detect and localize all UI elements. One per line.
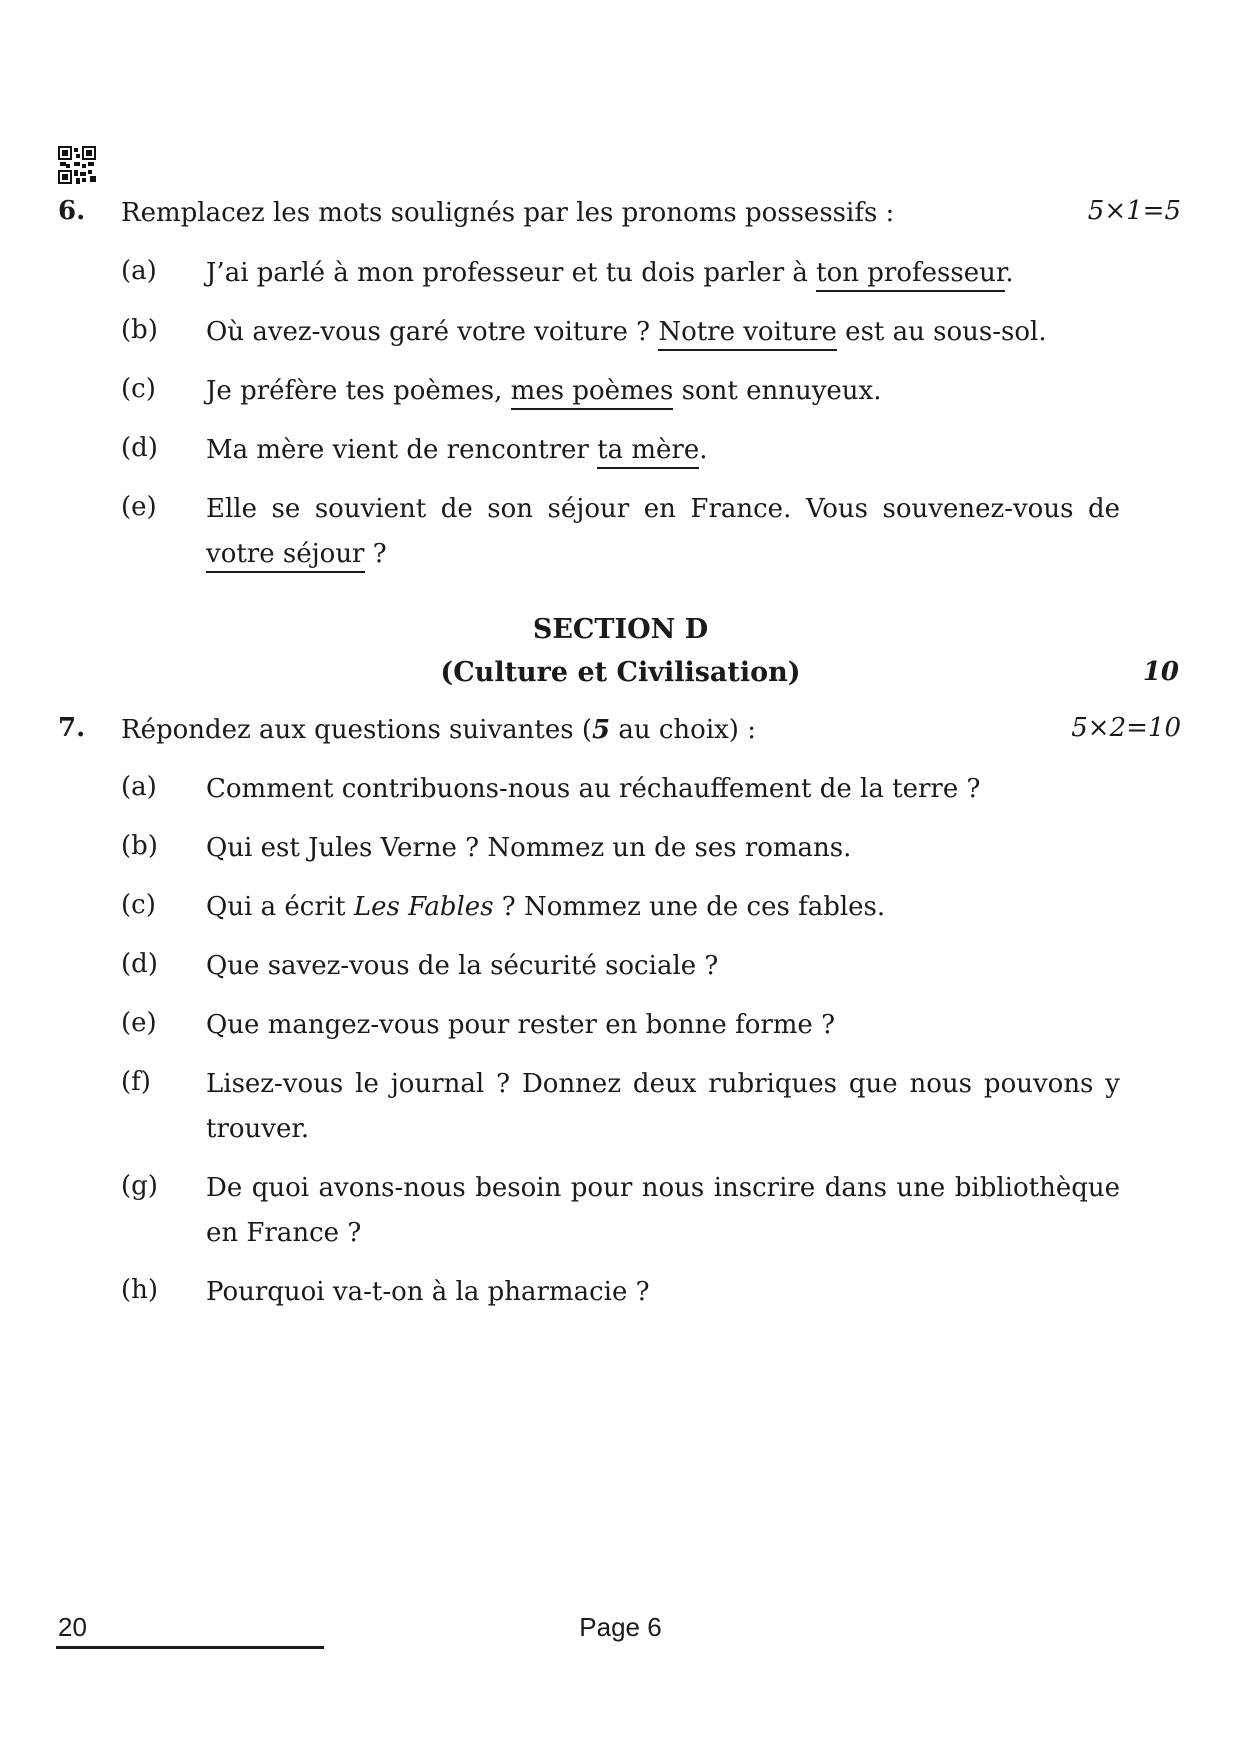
q7-item-e: Que mangez-vous pour rester en bonne forme ? xyxy=(206,1010,836,1040)
question-6-marks: 5×1=5 xyxy=(1087,196,1181,226)
q7-item-d: Que savez-vous de la sécurité sociale ? xyxy=(206,951,719,981)
q7-item-d-label: (d) xyxy=(121,949,158,979)
q7-item-h: Pourquoi va-t-on à la pharmacie ? xyxy=(206,1277,650,1307)
q7-item-c-label: (c) xyxy=(121,890,156,920)
q6-item-a-label: (a) xyxy=(121,256,157,286)
q7-item-g-label: (g) xyxy=(121,1171,158,1201)
q7-item-g-line2: en France ? xyxy=(206,1218,362,1248)
qr-code xyxy=(58,146,96,184)
q6-item-b-label: (b) xyxy=(121,315,158,345)
q7-item-c-title: Les Fables xyxy=(353,892,494,922)
q6-item-e-line1: Elle se souvient de son séjour en France. Vous souvenez-vous de xyxy=(206,494,1120,524)
q7-item-c xyxy=(206,890,885,924)
q6-item-d-after: . xyxy=(699,435,708,465)
q6-item-c xyxy=(206,374,881,408)
footer-page-number: Page 6 xyxy=(579,1612,662,1642)
q6-item-d-label: (d) xyxy=(121,433,158,463)
q7-item-c-after: ? Nommez une de ces fables. xyxy=(493,892,886,922)
q6-item-a-underlined: ton professeur xyxy=(816,258,1005,292)
q7-item-g-line1: De quoi avons-nous besoin pour nous inscrire dans une bibliothèque xyxy=(206,1173,1120,1203)
q6-item-c-after: sont ennuyeux. xyxy=(673,376,882,406)
q7-item-f-line1: Lisez-vous le journal ? Donnez deux rubriques que nous pouvons y xyxy=(206,1069,1120,1099)
q6-item-b xyxy=(206,315,1047,349)
q7-item-f-line2: trouver. xyxy=(206,1114,310,1144)
q6-item-d-text: Ma mère vient de rencontrer xyxy=(206,435,598,465)
q7-item-b-label: (b) xyxy=(121,831,158,861)
question-7-prompt xyxy=(121,713,756,747)
q6-item-b-underlined: Notre voiture xyxy=(658,317,837,351)
section-d-marks: 10 xyxy=(1142,657,1179,687)
q6-item-a-after: . xyxy=(1005,258,1014,288)
q6-item-b-after: est au sous-sol. xyxy=(836,317,1047,347)
question-6-number: 6. xyxy=(58,196,86,226)
question-7-prompt-count: 5 xyxy=(591,715,611,745)
q7-item-h-label: (h) xyxy=(121,1275,159,1305)
q7-item-e-label: (e) xyxy=(121,1008,157,1038)
q6-item-c-underlined: mes poèmes xyxy=(511,376,674,410)
question-7-prompt-after: au choix) : xyxy=(610,715,756,745)
q7-item-c-text: Qui a écrit xyxy=(206,892,354,922)
footer-code: 20 xyxy=(58,1612,87,1642)
section-d-title: SECTION D xyxy=(532,614,709,645)
q6-item-c-text: Je préfère tes poèmes, xyxy=(206,376,511,406)
q6-item-d xyxy=(206,433,707,467)
q7-item-a-label: (a) xyxy=(121,772,157,802)
q7-item-b: Qui est Jules Verne ? Nommez un de ses romans. xyxy=(206,833,852,863)
q6-item-e-line2 xyxy=(206,537,387,571)
q6-item-c-label: (c) xyxy=(121,374,156,404)
q6-item-e-after: ? xyxy=(364,539,387,569)
question-7-marks: 5×2=10 xyxy=(1071,713,1181,743)
footer-rule xyxy=(56,1646,324,1649)
q6-item-d-underlined: ta mère xyxy=(597,435,699,469)
q7-item-a: Comment contribuons-nous au réchauffement de la terre ? xyxy=(206,774,981,804)
question-6-prompt: Remplacez les mots soulignés par les pronoms possessifs : xyxy=(121,198,895,228)
question-7-number: 7. xyxy=(58,713,86,743)
q7-item-f-label: (f) xyxy=(121,1067,151,1097)
question-7-prompt-text: Répondez aux questions suivantes ( xyxy=(121,715,592,745)
q6-item-e-underlined: votre séjour xyxy=(206,539,365,573)
q6-item-a xyxy=(206,256,1014,290)
q6-item-a-text: J’ai parlé à mon professeur et tu dois parler à xyxy=(206,258,817,288)
q6-item-e-label: (e) xyxy=(121,492,157,522)
q6-item-b-text: Où avez-vous garé votre voiture ? xyxy=(206,317,659,347)
section-d-subtitle: (Culture et Civilisation) xyxy=(440,657,801,688)
